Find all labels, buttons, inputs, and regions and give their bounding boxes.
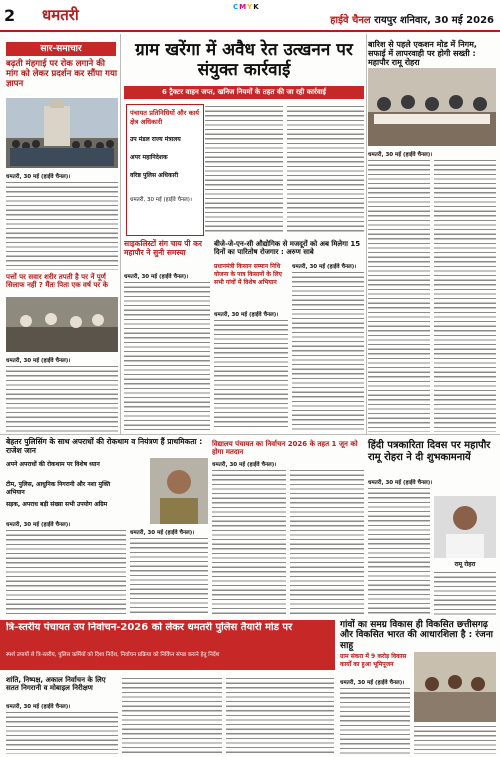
bottom-right-body — [340, 686, 410, 754]
left-headline-2: पत्तों पर सवार शरीर तपती है पर नें पूर्ण सिलाफ नहीं ? मैंतः पिता एक वर्ष पर के — [6, 273, 109, 290]
right-dateline: धमतरी, 30 मई (हाईवे चैनल)। — [368, 152, 433, 158]
police-point-2: टीम, पुलिस, आधुनिक निगरानी और नशा मुक्ति अभियान — [6, 481, 111, 496]
section-title: सार-समाचार — [6, 42, 116, 56]
labour-headline: बीजे-जे-एन-सी औद्योगिक से मजदूरों को अब मिलेगा 15 दिनों का पारितोष रोजगार : अरुण साबे — [214, 240, 361, 257]
info-box-title: पंचायत प्रतिनिधियों और कार्य क्षेत्र अधिकारी — [130, 109, 200, 126]
main-headline: ग्राम खरेंगा में अवैध रेत उत्खनन पर संयुक्त कार्रवाई — [135, 40, 353, 81]
main-body-col-2 — [287, 104, 364, 234]
bottom-left-body — [6, 710, 118, 754]
journalism-body-1 — [368, 486, 430, 616]
left-dateline: धमतरी, 30 मई (हाईवे चैनल)। — [6, 174, 71, 180]
channel-name: हाईवे चैनल — [330, 15, 371, 26]
ranjana-sahu-image — [414, 652, 496, 722]
meeting-photo-image — [368, 68, 496, 146]
protest-photo-image — [6, 98, 118, 168]
info-box-dateline: धमतरी, 30 मई (हाईवे चैनल)। — [130, 197, 192, 203]
left-body-text-2 — [6, 364, 118, 434]
election-body-1 — [212, 468, 286, 616]
right-body-col-1 — [368, 158, 430, 432]
police-point-date: धमतरी, 30 मई (हाईवे चैनल)। — [6, 522, 71, 528]
left-body-text — [6, 180, 118, 270]
police-dateline: धमतरी, 30 मई (हाईवे चैनल)। — [130, 530, 195, 536]
column-rule-right — [366, 34, 367, 434]
labour-dateline: धमतरी, 30 मई (हाईवे चैनल)। — [292, 264, 357, 270]
column-rule — [120, 34, 121, 434]
color-mark-k: K — [253, 3, 260, 11]
issue-date: शनिवार, 30 मई 2026 — [399, 15, 494, 26]
header-info — [330, 12, 494, 26]
cycle-dateline: धमतरी, 30 मई (हाईवे चैनल)। — [124, 274, 189, 280]
police-body-right — [130, 536, 208, 616]
election-dateline: धमतरी, 30 मई (हाईवे चैनल)। — [212, 462, 277, 468]
color-mark-c: C — [233, 3, 240, 11]
kisan-subhead: प्रधानमंत्री किसान सम्मान निधि योजना के पात्र किसानों के लिए सभी गांवों में विशेष अभियान — [214, 263, 282, 286]
cycle-headline: साइकलिस्टों संग चाय पी कर महापौर ने सुनी समस्या — [124, 239, 202, 257]
paper-name: धमतरी — [42, 6, 79, 24]
right-body-col-2 — [434, 158, 496, 432]
police-body-left — [6, 528, 126, 616]
left-photo-2-image — [6, 297, 118, 352]
journalism-dateline: धमतरी, 30 मई (हाईवे चैनल)। — [368, 480, 433, 486]
mayor-photo — [434, 496, 496, 558]
info-box-point-3: वरिष्ठ पुलिस अधिकारी — [130, 172, 179, 179]
police-headline: बेहतर पुलिसिंग के साथ अपराधों की रोकथाम व नियंत्रण हैं प्राथमिकता : राजेश जान — [6, 437, 203, 455]
police-officer-image — [150, 458, 208, 524]
journalism-body-2 — [434, 570, 496, 616]
police-point-3: सड़क, अपराध बड़ी संख्या सभी उपयोग अग्रिम — [6, 501, 108, 508]
cycle-body — [124, 280, 210, 430]
main-body-col-1 — [205, 104, 283, 234]
page-number: 2 — [4, 6, 16, 25]
color-mark-m: M — [239, 3, 248, 11]
color-mark-y: Y — [247, 3, 254, 11]
journalism-headline: हिंदी पत्रकारिता दिवस पर महापौर रामू रोहरा ने दी शुभकामनायें — [368, 440, 491, 463]
main-banner: 6 ट्रैक्टर वाहन जप्त, खनिज नियमों के तहत की जा रही कार्रवाई — [124, 86, 364, 99]
bottom-right-headline: गांवों का समग्र विकास ही विकसित छत्तीसगढ़ और विकसित भारत की आधारशिला है : रंजना साहू — [340, 620, 494, 651]
bottom-right-body-2 — [414, 724, 496, 754]
right-headline: बारिश से पहले एकशन मोड में निगम, सफाई में लापरवाही पर होगी सख्ती : महापौर रामू रोहरा — [368, 40, 477, 68]
city-name: रायपुर — [374, 15, 397, 26]
band-subhead: स्पर्श उपायों से त्रि-स्तरीय, पुलिस कर्मियों को दिशा निर्देश, निर्वाचन प्रक्रिया को निर्विघ्न संपन्न कराने हेतु निर्देश — [6, 652, 220, 658]
bottom-band — [0, 620, 335, 670]
left-photo-2 — [6, 297, 118, 352]
protest-photo — [6, 98, 118, 168]
police-officer-photo — [150, 458, 208, 524]
left-dateline-2: धमतरी, 30 मई (हाईवे चैनल)। — [6, 358, 71, 364]
left-headline: बढ़ती मंहगाई पर रोक लगाने की मांग को लेकर प्रदर्शन कर सौंपा गया ज्ञापन — [6, 59, 118, 89]
ranjana-sahu-photo — [414, 652, 496, 722]
kisan-dateline: धमतरी, 30 मई (हाईवे चैनल)। — [214, 312, 279, 318]
bottom-left-headline: शांति, निष्पक्ष, अकाल निर्वाचन के लिए सतत निगरानी व मोबाइल निरीक्षण — [6, 676, 106, 693]
info-box-point-2: अपर महानिदेशक — [130, 154, 168, 161]
meeting-photo — [368, 68, 496, 146]
row-rule — [0, 434, 500, 435]
bottom-right-subhead: ग्राम संकरा में 9 करोड़ विकास कार्यों का हुआ भूमिपूजन — [340, 653, 407, 668]
labour-body — [292, 270, 364, 430]
bottom-mid-body-2 — [226, 676, 334, 754]
kisan-body — [214, 318, 288, 430]
bottom-mid-body-1 — [122, 676, 222, 754]
mayor-image — [434, 496, 496, 558]
color-mark — [233, 3, 260, 11]
election-headline: विद्यालय पंचायत का निर्वाचन 2026 के तहत 1 जून को होगा मतदान — [212, 440, 358, 457]
page-header — [0, 0, 500, 32]
election-body-2 — [290, 468, 364, 616]
police-point-1: अपने अपराधों की रोकथाम पर विशेष ध्यान — [6, 461, 100, 468]
mayor-caption: रामू रोहरा — [454, 561, 476, 568]
main-info-box — [126, 104, 204, 236]
bottom-right-dateline: धमतरी, 30 मई (हाईवे चैनल)। — [340, 680, 405, 686]
band-headline: त्रि-स्तरीय पंचायत उप निर्वाचन-2026 को लेकर धमतरी पुलिस तैयारी मोड पर — [6, 622, 293, 633]
bottom-left-dateline: धमतरी, 30 मई (हाईवे चैनल)। — [6, 704, 71, 710]
info-box-point-1: उप मंडल राज्य मंत्रालय — [130, 136, 181, 143]
